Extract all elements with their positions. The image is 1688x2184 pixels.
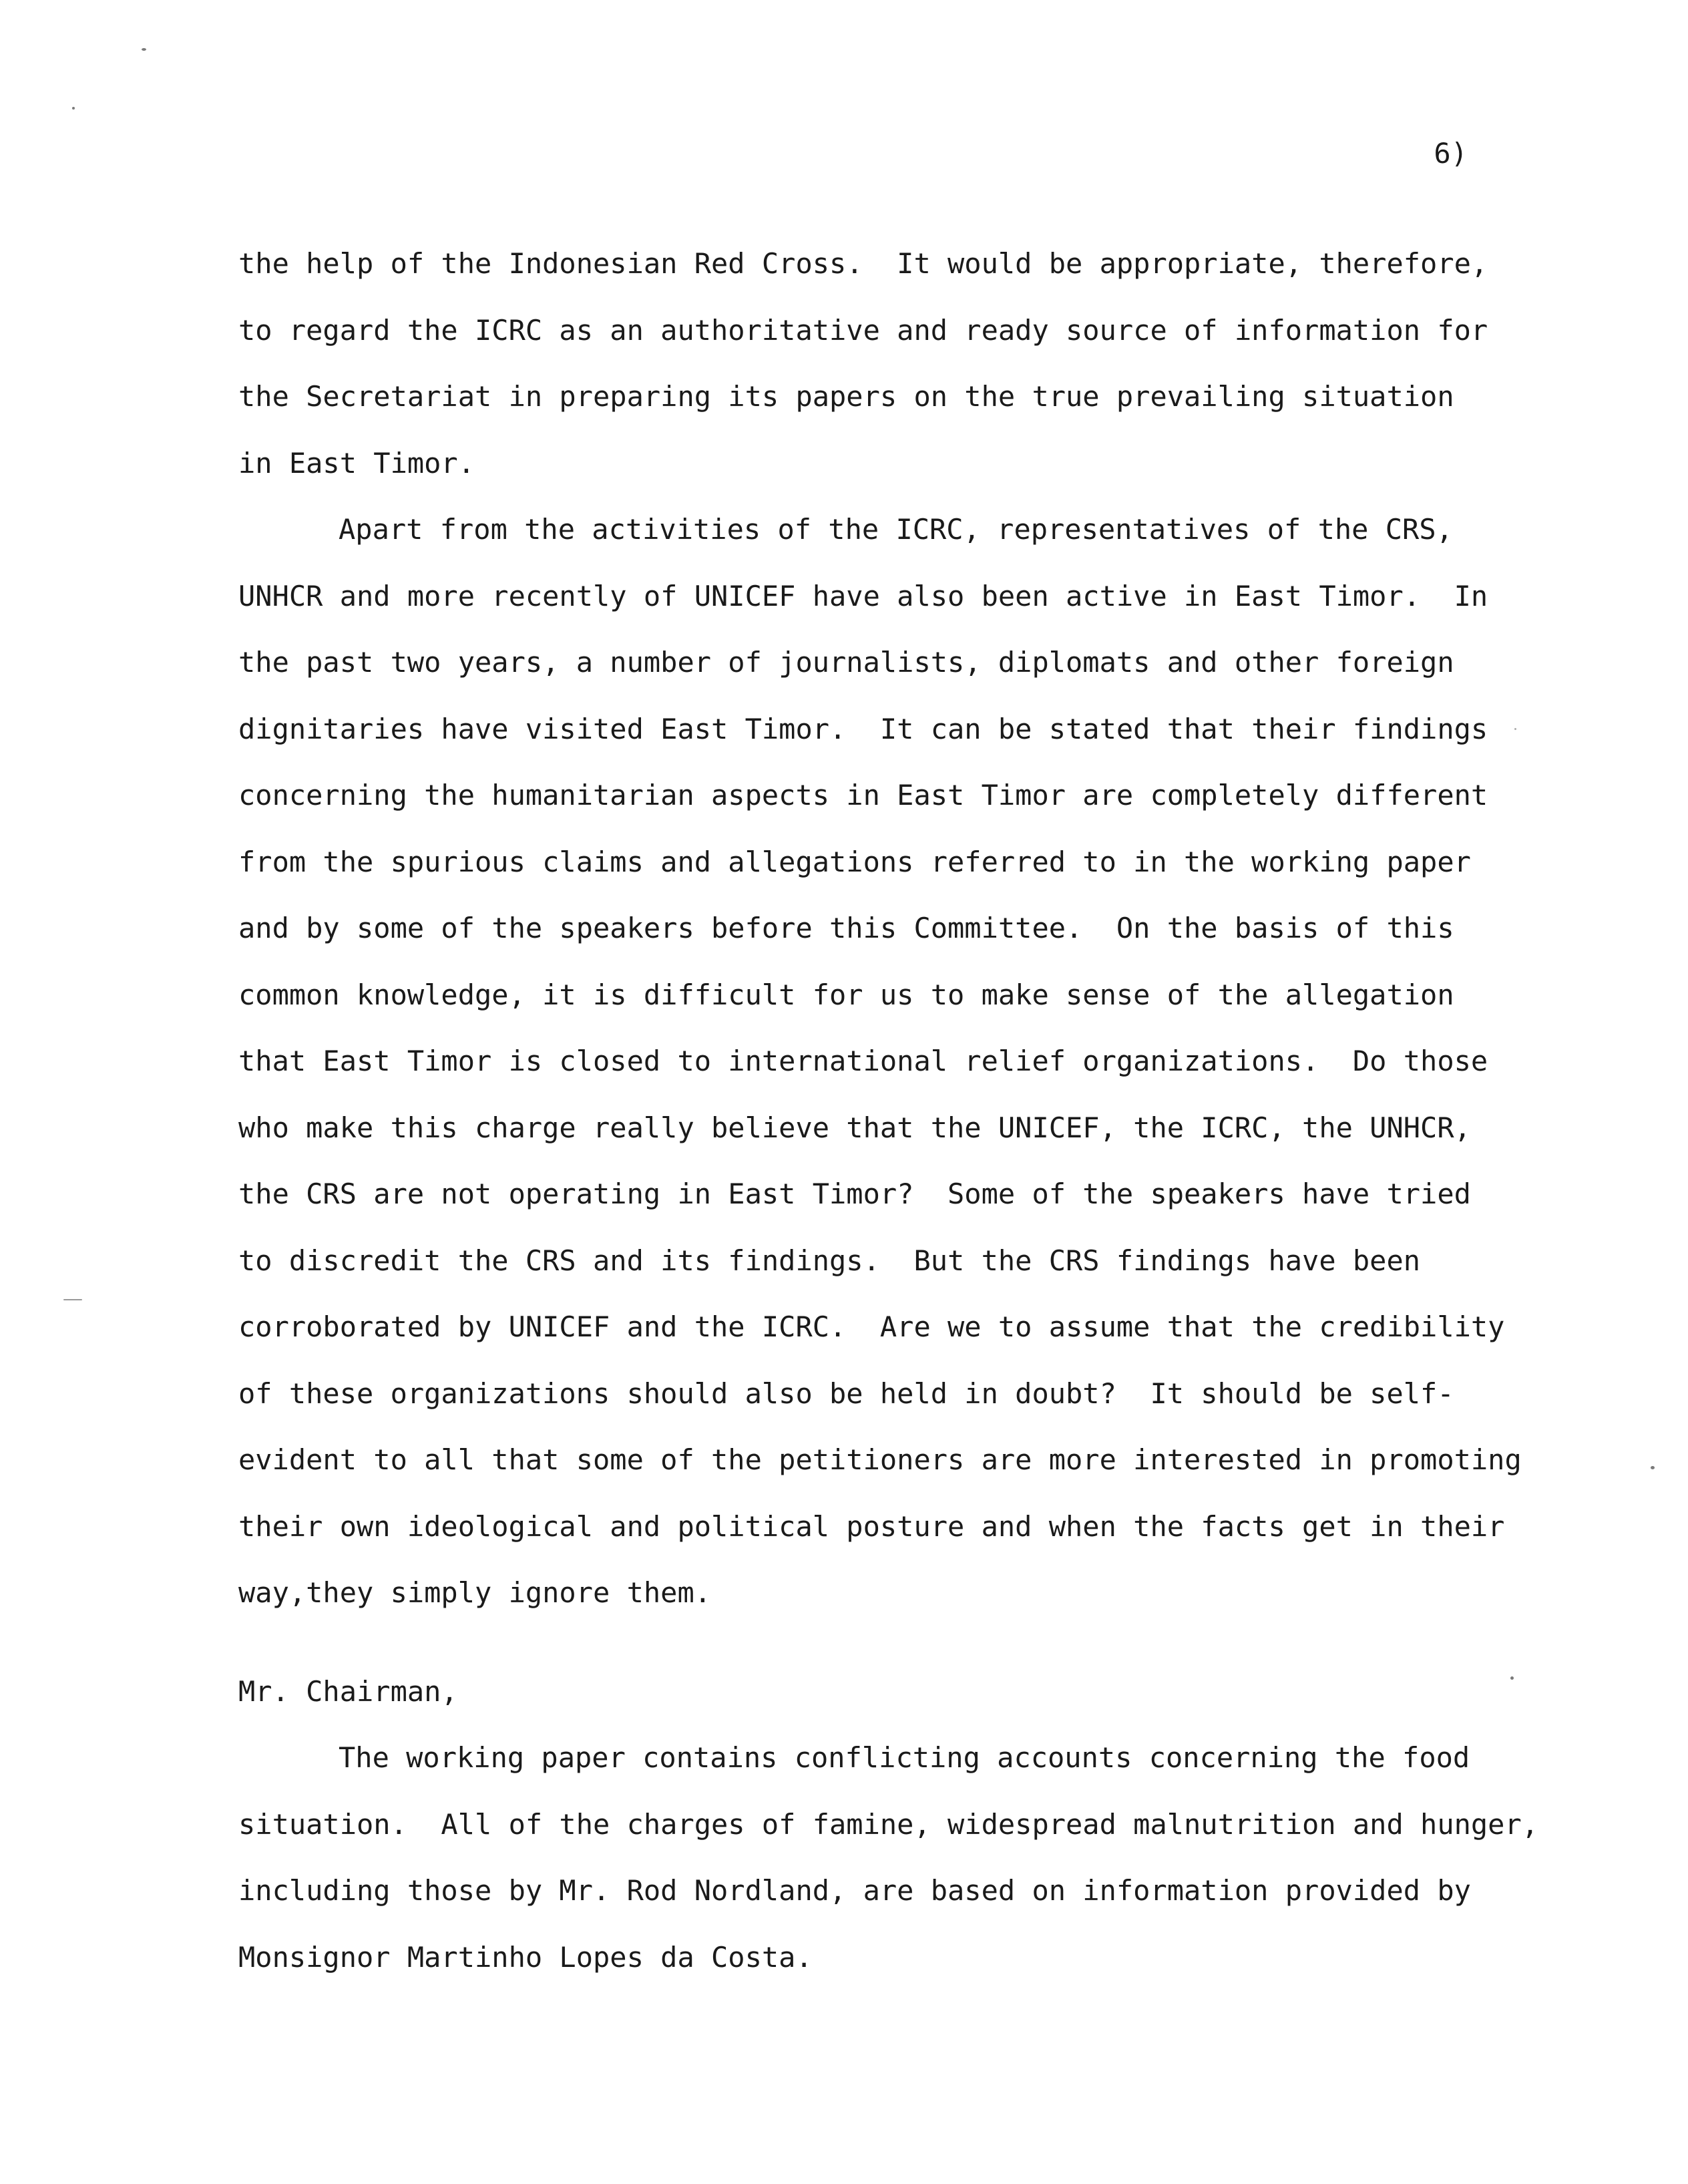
text-line: Mr. Chairman,	[238, 1674, 458, 1708]
scan-speck	[63, 1299, 82, 1300]
text-line: to discredit the CRS and its findings. But the CRS findings have been	[238, 1244, 1421, 1277]
scan-speck	[1651, 1466, 1655, 1469]
text-line: in East Timor.	[238, 446, 475, 480]
salutation	[238, 1658, 1520, 1725]
text-line: from the spurious claims and allegations referred to in the working paper	[238, 845, 1471, 878]
paragraph-2	[238, 496, 1520, 1626]
paragraph-gap	[238, 1626, 1520, 1658]
text-line: UNHCR and more recently of UNICEF have also been active in East Timor. In	[238, 579, 1488, 612]
text-line: situation. All of the charges of famine, widespread malnutrition and hunger,	[238, 1807, 1539, 1841]
text-line: Monsignor Martinho Lopes da Costa.	[238, 1940, 813, 1974]
text-line: including those by Mr. Rod Nordland, are based on information provided by	[238, 1874, 1471, 1907]
text-line: that East Timor is closed to international relief organizations. Do those	[238, 1045, 1488, 1077]
text-line: evident to all that some of the petitioners are more interested in promoting	[238, 1443, 1522, 1476]
text-line: corroborated by UNICEF and the ICRC. Are we to assume that the credibility	[238, 1310, 1505, 1343]
text-line: of these organizations should also be held in doubt? It should be self-	[238, 1377, 1454, 1410]
text-line: the help of the Indonesian Red Cross. It would be appropriate, therefore,	[238, 247, 1488, 280]
text-line: the CRS are not operating in East Timor? Some of the speakers have tried	[238, 1177, 1471, 1210]
scan-speck	[1514, 728, 1516, 730]
text-line: the past two years, a number of journalists, diplomats and other foreign	[238, 646, 1454, 679]
text-line: dignitaries have visited East Timor. It can be stated that their findings	[238, 712, 1488, 745]
text-line: the Secretariat in preparing its papers on the true prevailing situation	[238, 380, 1454, 413]
text-line: their own ideological and political posture and when the facts get in their	[238, 1509, 1505, 1543]
text-line: way,they simply ignore them.	[238, 1576, 712, 1609]
text-line: The working paper contains conflicting accounts concerning the food	[339, 1741, 1470, 1774]
paragraph-1	[238, 230, 1520, 496]
page-number: 6)	[1434, 137, 1468, 170]
text-line: to regard the ICRC as an authoritative and ready source of information for	[238, 313, 1488, 347]
paragraph-4	[238, 1724, 1539, 1990]
text-line: common knowledge, it is difficult for us to make sense of the allegation	[238, 978, 1454, 1011]
scan-speck	[1510, 1676, 1514, 1680]
text-line: concerning the humanitarian aspects in East Timor are completely different	[238, 779, 1488, 811]
body-text	[238, 230, 1539, 1990]
scan-speck	[142, 48, 146, 51]
text-line: and by some of the speakers before this Committee. On the basis of this	[238, 912, 1454, 944]
text-line: Apart from the activities of the ICRC, representatives of the CRS,	[339, 513, 1453, 546]
text-line: who make this charge really believe that the UNICEF, the ICRC, the UNHCR,	[238, 1111, 1471, 1144]
scan-speck	[72, 107, 75, 110]
